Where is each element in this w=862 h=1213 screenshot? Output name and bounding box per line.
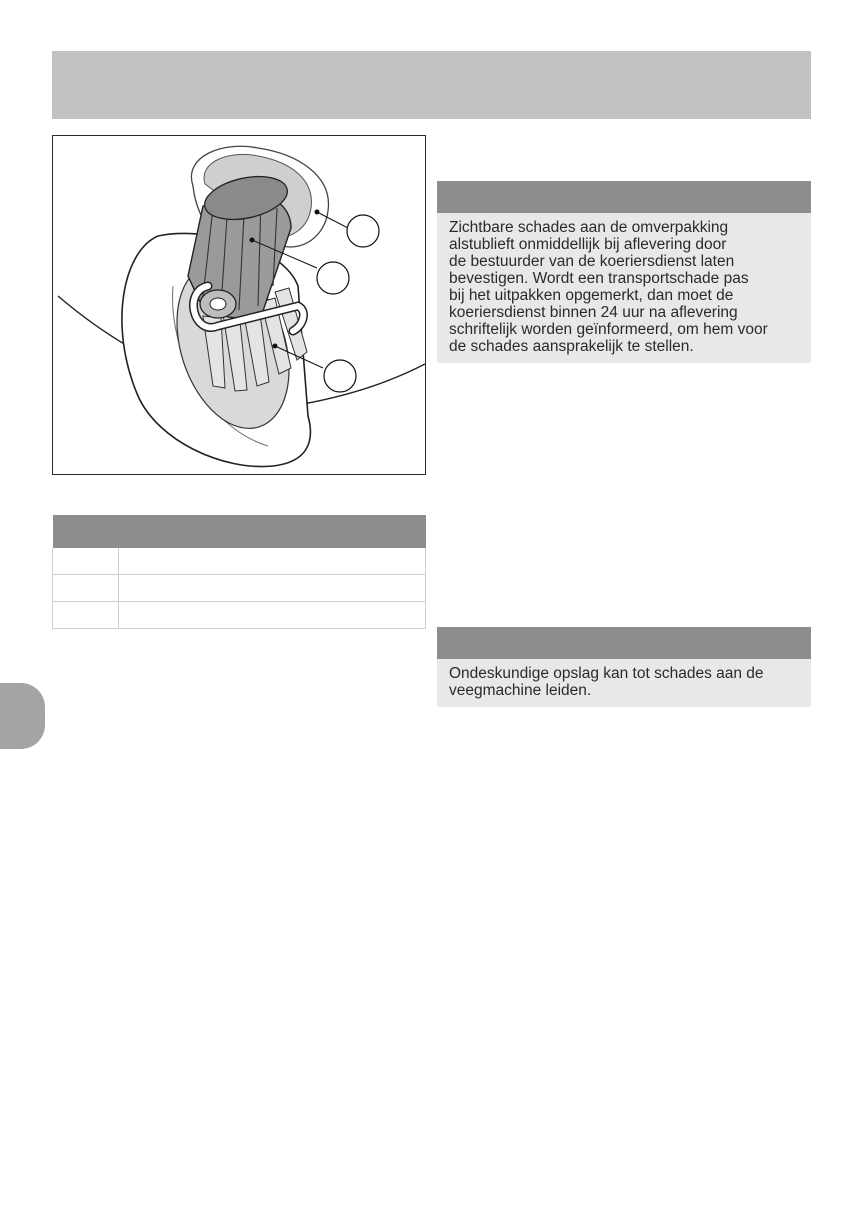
note-header xyxy=(437,181,811,213)
table-cell-description xyxy=(119,575,426,602)
parts-table-header-row xyxy=(53,515,426,548)
chapter-side-tab xyxy=(0,683,45,749)
note-header xyxy=(437,627,811,659)
table-row xyxy=(53,548,426,575)
brush-drawing xyxy=(53,136,425,474)
table-cell-description xyxy=(119,602,426,629)
transport-damage-note xyxy=(437,181,811,363)
callout-circle-3 xyxy=(324,360,356,392)
table-cell-description xyxy=(119,548,426,575)
callout-circle-1 xyxy=(347,215,379,247)
storage-note xyxy=(437,627,811,707)
table-row xyxy=(53,575,426,602)
note-text: Zichtbare schades aan de omverpakking alstublieft onmiddellijk bij aflevering door de bestuurder van de koeriersdienst laten bevestigen. Wordt een transportschade pas bij het uitpakken opgemerkt, dan moet de koeriersdienst binnen 24 uur na aflevering schriftelijk worden geïnformeerd, om hem voor de schades aansprakelijk te stellen. xyxy=(449,219,768,355)
parts-table-header-description xyxy=(119,515,426,548)
parts-table xyxy=(52,515,426,629)
table-cell-nr xyxy=(53,548,119,575)
brush-illustration xyxy=(52,135,426,475)
parts-table-header-nr xyxy=(53,515,119,548)
note-text: Ondeskundige opslag kan tot schades aan de veegmachine leiden. xyxy=(449,665,764,699)
table-cell-nr xyxy=(53,575,119,602)
page-header-bar xyxy=(52,51,811,119)
callout-circle-2 xyxy=(317,262,349,294)
table-row xyxy=(53,602,426,629)
table-cell-nr xyxy=(53,602,119,629)
